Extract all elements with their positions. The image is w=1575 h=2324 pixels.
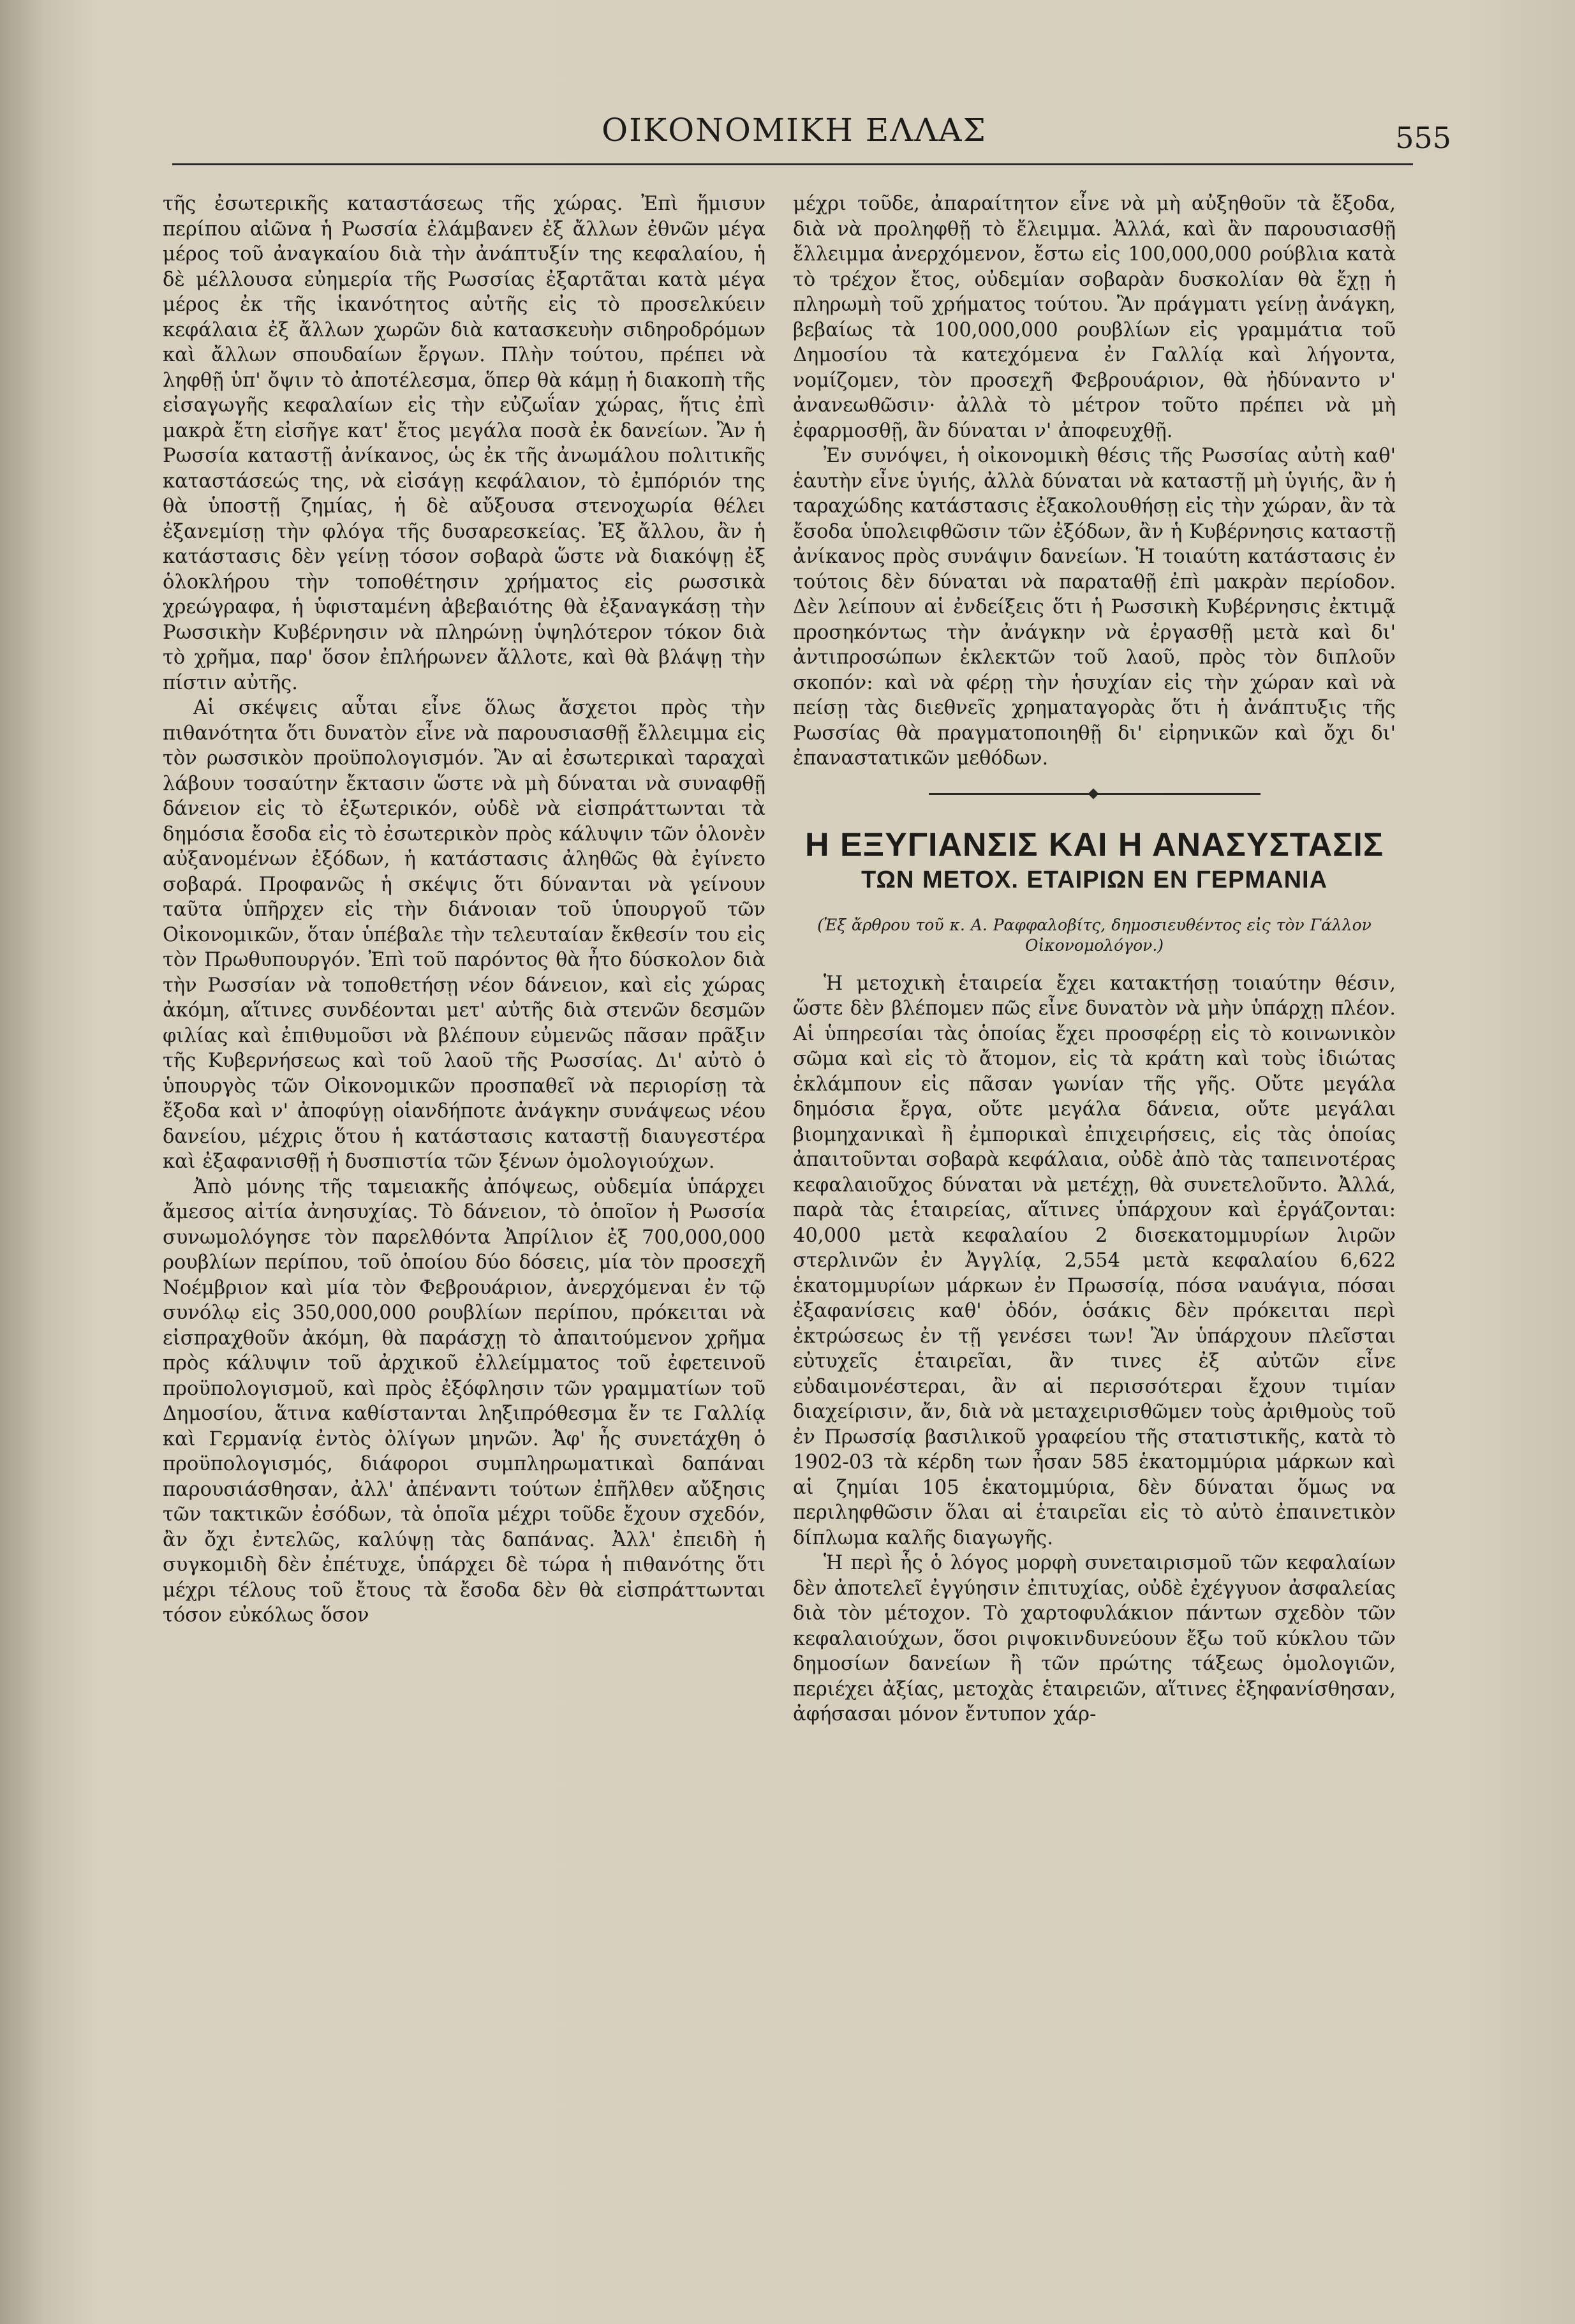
left-column [163, 191, 765, 1628]
left-paragraph-3: Ἀπὸ μόνης τῆς ταμειακῆς ἀπόψεως, οὐδεμία ὑπάρχει ἄμεσος αἰτία ἀνησυχίας. Τὸ δάνειον, τὸ ὁποῖον ἡ Ρωσσία συνωμολόγησε τὸν παρελθόντα Ἀπρίλιον ἐξ 700,000,000 ρουβλίων περίπου, τοῦ ὁποίου δύο δόσεις, μία τὸν προσεχῆ Νοέμβριον καὶ μία τὸν Φεβρουάριον, ἀνερχόμεναι ἐν τῷ συνόλῳ εἰς 350,000,000 ρουβλίων περίπου, πρόκειται νὰ εἰσπραχθοῦν ἀκόμη, θὰ παράσχῃ τὸ ἀπαιτούμενον χρῆμα πρὸς κάλυψιν τοῦ ἀρχικοῦ ἐλλείμματος τοῦ ἐφετεινοῦ προϋπολογισμοῦ, καὶ πρὸς ἐξόφλησιν τῶν γραμματίων τοῦ Δημοσίου, ἅτινα καθίστανται ληξιπρόθεσμα ἔν τε Γαλλίᾳ καὶ Γερμανίᾳ ἐντὸς ὀλίγων μηνῶν. Ἀφ' ἧς συνετάχθη ὁ προϋπολογισμός, διάφοροι συμπληρωματικαὶ δαπάναι παρουσιάσθησαν, ἀλλ' ἀπέναντι τούτων ἐπῆλθεν αὔξησις τῶν τακτικῶν ἐσόδων, τὰ ὁποῖα μέχρι τοῦδε ἔχουν σχεδόν, ἂν ὄχι ἐντελῶς, καλύψῃ τὰς δαπάνας. Ἀλλ' ἐπειδὴ ἡ συγκομιδὴ δὲν ἐπέτυχε, ὑπάρχει δὲ τώρα ἡ πιθανότης ὅτι μέχρι τέλους τοῦ ἔτους τὰ ἔσοδα δὲν θὰ εἰσπράττωνται τόσον εὐκόλως ὅσον [163, 1175, 765, 1627]
running-title: ΟΙΚΟΝΟΜΙΚΗ ΕΛΛΑΣ [602, 112, 987, 149]
left-paragraph-1: τῆς ἐσωτερικῆς καταστάσεως τῆς χώρας. Ἐπὶ ἥμισυν περίπου αἰῶνα ἡ Ρωσσία ἐλάμβανεν ἐξ ἄλλων ἐθνῶν μέγα μέρος τοῦ ἀναγκαίου διὰ τὴν ἀνάπτυξίν της κεφαλαίου, ἡ δὲ μέλλουσα εὐημερία τῆς Ρωσσίας ἐξαρτᾶται κατὰ μέγα μέρος ἐκ τῆς ἱκανότητος αὐτῆς εἰς τὸ προσελκύειν κεφάλαια ἐξ ἄλλων χωρῶν διὰ κατασκευὴν σιδηροδρόμων καὶ ἄλλων σπουδαίων ἔργων. Πλὴν τούτου, πρέπει νὰ ληφθῇ ὑπ' ὄψιν τὸ ἀποτέλεσμα, ὅπερ θὰ κάμῃ ἡ διακοπὴ τῆς εἰσαγωγῆς κεφαλαίων εἰς τὴν εὐζωΐαν χώρας, ἥτις ἐπὶ μακρὰ ἔτη εἰσῆγε κατ' ἔτος μεγάλα ποσὰ ἐκ δανείων. Ἂν ἡ Ρωσσία καταστῇ ἀνίκανος, ὡς ἐκ τῆς ἀνωμάλου πολιτικῆς καταστάσεώς της, νὰ εἰσάγῃ κεφάλαιον, τὸ ἐμπόριόν της θὰ ὑποστῇ ζημίας, ἡ δὲ αὔξουσα στενοχωρία θέλει ἐξανεμίσῃ τὴν φλόγα τῆς δυσαρεσκείας. Ἐξ ἄλλου, ἂν ἡ κατάστασις δὲν γείνῃ τόσον σοβαρὰ ὥστε νὰ διακόψῃ ἐξ ὁλοκλήρου τὴν τοποθέτησιν χρήματος εἰς ρωσσικὰ χρεώγραφα, ἡ ὑφισταμένη ἀβεβαιότης θὰ ἐξαναγκάσῃ τὴν Ρωσσικὴν Κυβέρνησιν νὰ πληρώνῃ ὑψηλότερον τόκον διὰ τὸ χρῆμα, παρ' ὅσον ἐπλήρωνεν ἄλλοτε, καὶ θὰ βλάψῃ τὴν πίστιν αὐτῆς. [163, 193, 765, 694]
page-number: 555 [1395, 121, 1451, 155]
article-paragraph-1: Ἡ μετοχικὴ ἑταιρεία ἔχει κατακτήσῃ τοιαύτην θέσιν, ὥστε δὲν βλέπομεν πῶς εἶνε δυνατὸν νὰ μὴν ὑπάρχῃ πλέον. Αἱ ὑπηρεσίαι τὰς ὁποίας ἔχει προσφέρῃ εἰς τὸ κοινωνικὸν σῶμα καὶ εἰς τὸ ἄτομον, εἰς τὰ κράτη καὶ τοὺς ἰδιώτας ἐκλάμπουν εἰς πᾶσαν γωνίαν τῆς γῆς. Οὔτε μεγάλα δημόσια ἔργα, οὔτε μεγάλα δάνεια, οὔτε μεγάλαι βιομηχανικαὶ ἢ ἐμπορικαὶ ἐπιχειρήσεις, εἰς τὰς ὁποίας ἀπαιτοῦνται σοβαρὰ κεφάλαια, οὐδὲ ἀπὸ τὰς ταπεινοτέρας κεφαλαιοῦχος δύναται νὰ μετέχῃ, θὰ συνετελοῦντο. Ἀλλά, παρὰ τὰς ἑταιρείας, αἵτινες ὑπάρχουν καὶ ἐργάζονται: 40,000 μετὰ κεφαλαίου 2 δισεκατομμυρίων λιρῶν στερλινῶν ἐν Ἀγγλίᾳ, 2,554 μετὰ κεφαλαίου 6,622 ἑκατομμυρίων μάρκων ἐν Πρωσσίᾳ, πόσα ναυάγια, πόσαι ἐξαφανίσεις καθ' ὁδόν, ὁσάκις δὲν πρόκειται περὶ ἐκτρώσεως ἐν τῇ γενέσει των! Ἂν ὑπάρχουν πλεῖσται εὐτυχεῖς ἑταιρεῖαι, ἂν τινες ἐξ αὐτῶν εἶνε εὐδαιμονέστεραι, ἂν αἱ περισσότεραι ἔχουν τιμίαν διαχείρισιν, ἄν, διὰ νὰ μεταχειρισθῶμεν τοὺς ἀριθμοὺς τοῦ ἐν Πρωσσίᾳ βασιλικοῦ γραφείου τῆς στατιστικῆς, κατὰ τὸ 1902-03 τὰ κέρδη των ἦσαν 585 ἑκατομμύρια μάρκων καὶ αἱ ζημίαι 105 ἑκατομμύρια, δὲν δύναται ὅμως να περιληφθῶσιν ὅλαι αἱ ἑταιρεῖαι εἰς τὸ αὐτὸ ἐπαινετικὸν δίπλωμα καλῆς διαγωγῆς. [793, 972, 1396, 1549]
article-title: Η ΕΞΥΓΙΑΝΣΙΣ ΚΑΙ Η ΑΝΑΣΥΣΤΑΣΙΣ [804, 826, 1384, 863]
article-paragraph-2: Ἡ περὶ ἧς ὁ λόγος μορφὴ συνεταιρισμοῦ τῶν κεφαλαίων δὲν ἀποτελεῖ ἐγγύησιν ἐπιτυχίας, οὐδὲ ἐχέγγυον ἀσφαλείας διὰ τὸν μέτοχον. Τὸ χαρτοφυλάκιον πάντων σχεδὸν τῶν κεφαλαιούχων, ὅσοι ριψοκινδυνεύουν ἔξω τοῦ κύκλου τῶν δημοσίων δανείων ἢ τῶν πρώτης τάξεως ὁμολογιῶν, περιέχει ἀξίας, μετοχὰς ἑταιρειῶν, αἵτινες ἐξηφανίσθησαν, ἀφήσασαι μόνον ἔντυπον χάρ- [793, 1552, 1396, 1725]
right-paragraph-1: μέχρι τοῦδε, ἀπαραίτητον εἶνε νὰ μὴ αὐξηθοῦν τὰ ἔξοδα, διὰ νὰ προληφθῇ τὸ ἔλειμμα. Ἀλλά, καὶ ἂν παρουσιασθῇ ἔλλειμμα ἀνερχόμενον, ἔστω εἰς 100,000,000 ρούβλια κατὰ τὸ τρέχον ἔτος, οὐδεμίαν σοβαρὰν δυσκολίαν θὰ ἔχῃ ἡ πληρωμὴ τοῦ χρήματος τούτου. Ἂν πράγματι γείνῃ ἀνάγκη, βεβαίως τὰ 100,000,000 ρουβλίων εἰς γραμμάτια τοῦ Δημοσίου τὰ κατεχόμενα ἐν Γαλλίᾳ καὶ λήγοντα, νομίζομεν, τὸν προσεχῆ Φεβρουάριον, θὰ ἠδύναντο ν' ἀνανεωθῶσιν· ἀλλὰ τὸ μέτρον τοῦτο πρέπει νὰ μὴ ἐφαρμοσθῇ, ἂν δύναται ν' ἀποφευχθῇ. [793, 193, 1396, 442]
article-source-note: (Ἐξ ἄρθρου τοῦ κ. Α. Ραφφαλοβίτς, δημοσιευθέντος εἰς τὸν Γάλλον Οἰκονομολόγον.) [817, 915, 1372, 955]
left-paragraph-2: Αἱ σκέψεις αὗται εἶνε ὅλως ἄσχετοι πρὸς τὴν πιθανότητα ὅτι δυνατὸν εἶνε νὰ παρουσιασθῇ ἔλλειμμα εἰς τὸν ρωσσικὸν προϋπολογισμόν. Ἂν αἱ ἐσωτερικαὶ ταραχαὶ λάβουν τοσαύτην ἔκτασιν ὥστε νὰ μὴ δύναται νὰ συναφθῇ δάνειον εἰς τὸ ἐξωτερικόν, οὐδὲ νὰ εἰσπράττωνται τὰ δημόσια ἔσοδα εἰς τὸ ἐσωτερικὸν πρὸς κάλυψιν τῶν ὁλονὲν αὐξανομένων ἐξόδων, ἡ κατάστασις ἀληθῶς θὰ ἐγίνετο σοβαρά. Προφανῶς ἡ σκέψις ὅτι δύνανται νὰ γείνουν ταῦτα ὑπῆρχεν εἰς τὴν διάνοιαν τοῦ ὑπουργοῦ τῶν Οἰκονομικῶν, ὅταν ὑπέβαλε τὴν τελευταίαν ἔκθεσίν του εἰς τὸν Πρωθυπουργόν. Ἐπὶ τοῦ παρόντος θὰ ἦτο δύσκολον διὰ τὴν Ρωσσίαν νὰ τοποθετήσῃ νέον δάνειον, καὶ εἰς χώρας ἀκόμη, αἵτινες συνδέονται μετ' αὐτῆς διὰ στενῶν δεσμῶν φιλίας καὶ ἐπιθυμοῦσι νὰ βλέπουν εὐμενῶς πᾶσαν πρᾶξιν τῆς Κυβερνήσεως καὶ τοῦ λαοῦ τῆς Ρωσσίας. Δι' αὐτὸ ὁ ὑπουργὸς τῶν Οἰκονομικῶν προσπαθεῖ νὰ περιορίσῃ τὰ ἔξοδα καὶ ν' ἀποφύγῃ οἱανδήποτε ἀνάγκην συνάψεως νέου δανείου, μέχρις ὅτου ἡ κατάστασις καταστῇ διαυγεστέρα καὶ ἐξαφανισθῇ ἡ δυσπιστία τῶν ξένων ὁμολογιούχων. [163, 697, 765, 1173]
article-separator [929, 793, 1261, 795]
page-header [172, 112, 1451, 156]
header-rule [172, 163, 1413, 165]
article-subtitle: ΤΩΝ ΜΕΤΟΧ. ΕΤΑΙΡΙΩΝ ΕΝ ΓΕΡΜΑΝΙΑ [861, 866, 1328, 893]
right-column [793, 191, 1396, 1727]
right-paragraph-2: Ἐν συνόψει, ἡ οἰκονομικὴ θέσις τῆς Ρωσσίας αὐτὴ καθ' ἑαυτὴν εἶνε ὑγιής, ἀλλὰ δύναται νὰ καταστῇ μὴ ὑγιής, ἂν ἡ ταραχώδης κατάστασις ἐξακολουθήσῃ εἰς τὴν χώραν, ἂν τὰ ἔσοδα ὑπολειφθῶσιν τῶν ἐξόδων, ἂν ἡ Κυβέρνησις καταστῇ ἀνίκανος πρὸς συνάψιν δανείων. Ἡ τοιαύτη κατάστασις ἐν τούτοις δὲν δύναται νὰ παραταθῇ ἐπὶ μακρὰν περίοδον. Δὲν λείπουν αἱ ἐνδείξεις ὅτι ἡ Ρωσσικὴ Κυβέρνησις ἐκτιμᾷ προσηκόντως τὴν ἀνάγκην νὰ ἐργασθῇ μετὰ καὶ δι' ἀντιπροσώπων ἐκλεκτῶν τοῦ λαοῦ, πρὸς τὸν διπλοῦν σκοπόν: καὶ νὰ φέρῃ τὴν ἡσυχίαν εἰς τὴν χώραν καὶ νὰ πείσῃ τὰς διεθνεῖς χρηματαγορὰς ὅτι ἡ ἀνάπτυξις τῆς Ρωσσίας θὰ πραγματοποιηθῇ δι' εἰρηνικῶν καὶ ὄχι δι' ἐπαναστατικῶν μεθόδων. [793, 445, 1396, 770]
